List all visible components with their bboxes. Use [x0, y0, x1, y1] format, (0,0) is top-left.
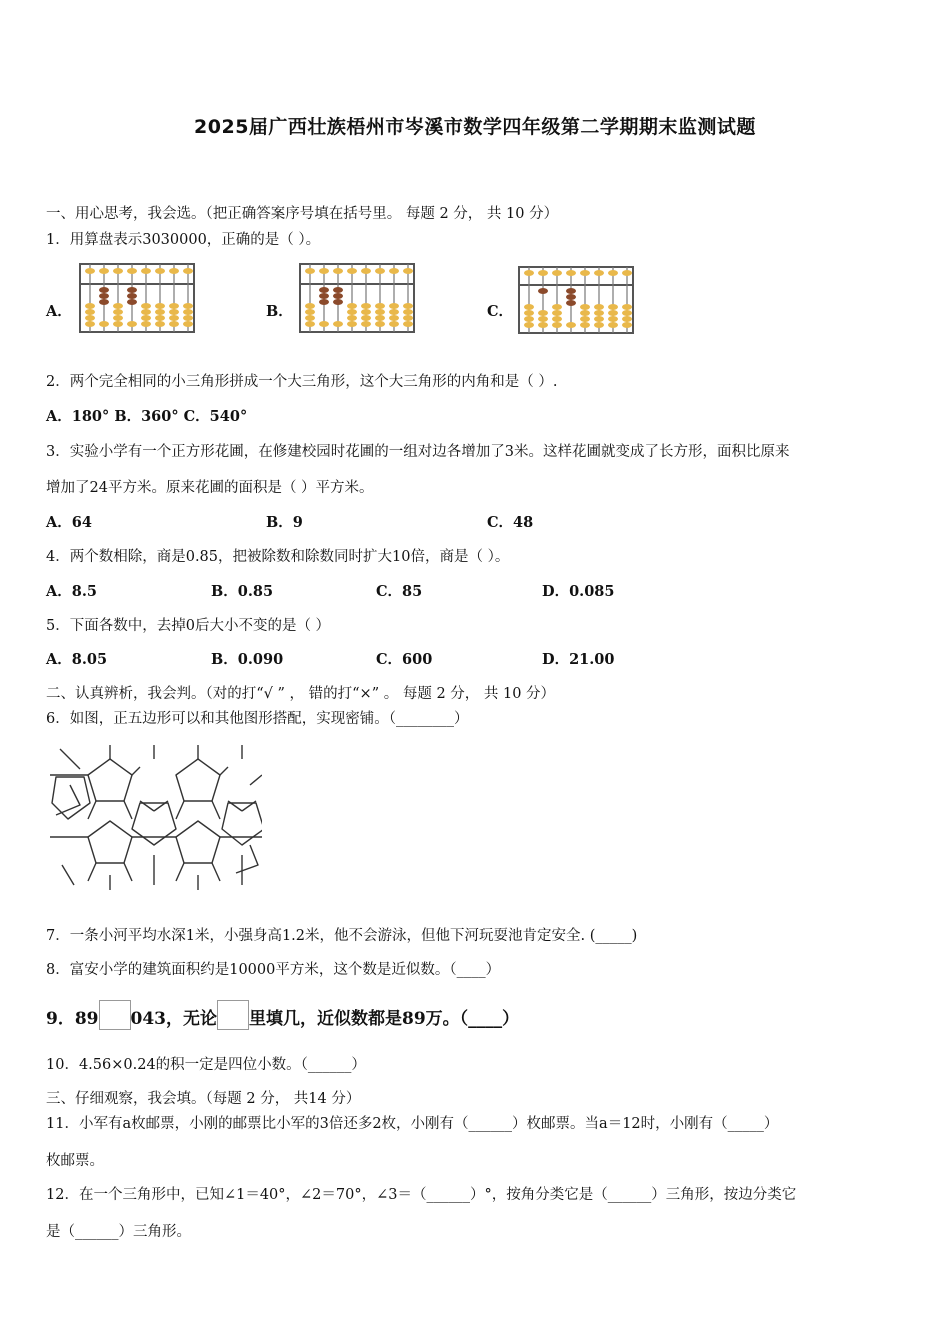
pentagon-tessellation-figure — [50, 745, 262, 890]
question-7: 7．一条小河平均水深1米，小强身高1.2米，他不会游泳，但他下河玩耍池肯定安全. (_____) — [46, 928, 638, 944]
q1-option-c-label: C． — [487, 303, 514, 320]
q3-option-c: C．48 — [487, 514, 534, 531]
question-4: 4．两个数相除，商是0.85，把被除数和除数同时扩大10倍，商是（ ）。 — [46, 549, 510, 565]
q1-option-b-label: B． — [266, 303, 293, 320]
q3-option-a: A．64 — [46, 514, 92, 531]
q9-part-1: 9．89 — [46, 1009, 99, 1029]
question-2: 2．两个完全相同的小三角形拼成一个大三角形，这个大三角形的内角和是（ ）. — [46, 374, 558, 390]
q9-blank-box-2 — [217, 1000, 249, 1030]
question-9 — [46, 1000, 519, 1030]
q9-part-3: 里填几，近似数都是89万。（____） — [249, 1009, 520, 1029]
section-3-heading: 三、仔细观察，我会填。（每题 2 分， 共14 分） — [46, 1091, 361, 1107]
question-11-line-1: 11．小军有a枚邮票，小刚的邮票比小军的3倍还多2枚，小刚有（______）枚邮票。当a＝12时，小刚有（_____） — [46, 1116, 779, 1132]
question-12-line-2: 是（______）三角形。 — [46, 1224, 191, 1240]
q4-option-b: B．0.85 — [211, 583, 274, 600]
question-6: 6．如图，正五边形可以和其他图形搭配，实现密铺。（________） — [46, 711, 469, 727]
q4-option-a: A．8.5 — [46, 583, 97, 600]
q4-option-c: C．85 — [376, 583, 423, 600]
abacus-c-image — [517, 265, 637, 337]
q2-options: A．180° B．360° C．540° — [46, 408, 248, 425]
question-3-line-2: 增加了24平方米。原来花圃的面积是（ ）平方米。 — [46, 480, 374, 496]
question-11-line-2: 枚邮票。 — [46, 1153, 104, 1169]
question-1: 1．用算盘表示3030000，正确的是（ ）。 — [46, 232, 321, 248]
q5-option-b: B．0.090 — [211, 651, 284, 668]
question-3-line-1: 3．实验小学有一个正方形花圃，在修建校园时花圃的一组对边各增加了3米。这样花圃就变成了长方形，面积比原来 — [46, 444, 790, 460]
abacus-a-image — [78, 262, 198, 334]
q3-option-b: B．9 — [266, 514, 303, 531]
q5-option-d: D．21.00 — [542, 651, 615, 668]
q5-option-a: A．8.05 — [46, 651, 108, 668]
question-12-line-1: 12．在一个三角形中，已知∠1＝40°，∠2＝70°，∠3＝（______）°，按角分类它是（______）三角形，按边分类它 — [46, 1187, 797, 1203]
section-1-heading: 一、用心思考，我会选。（把正确答案序号填在括号里。 每题 2 分， 共 10 分） — [46, 206, 559, 222]
section-2-heading: 二、认真辨析，我会判。（对的打“√ ” ， 错的打“×” 。 每题 2 分， 共 10 分） — [46, 686, 556, 702]
q5-option-c: C．600 — [376, 651, 433, 668]
question-8: 8．富安小学的建筑面积约是10000平方米，这个数是近似数。（____） — [46, 962, 501, 978]
q1-option-a-label: A． — [46, 303, 72, 320]
page-title: 2025届广西壮族梧州市岑溪市数学四年级第二学期期末监测试题 — [194, 116, 756, 138]
question-10: 10．4.56×0.24的积一定是四位小数。（______） — [46, 1057, 366, 1073]
q4-option-d: D．0.085 — [542, 583, 615, 600]
q9-part-2: 043，无论 — [130, 1009, 217, 1029]
abacus-b-image — [298, 262, 418, 334]
question-5: 5．下面各数中，去掉0后大小不变的是（ ） — [46, 618, 331, 634]
q9-blank-box-1 — [99, 1000, 131, 1030]
